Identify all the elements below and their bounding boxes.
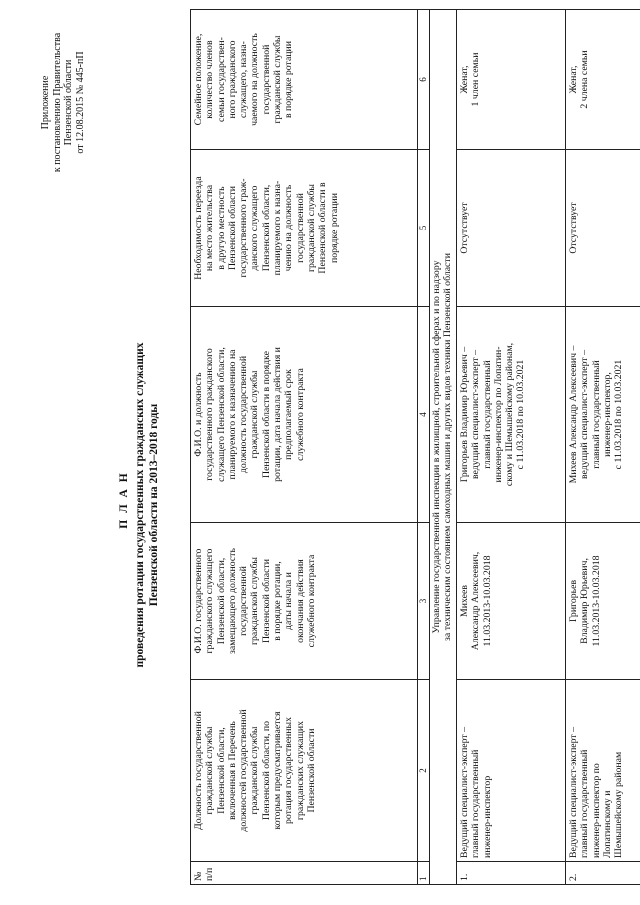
relocation-cell: Отсутствует (457, 150, 566, 307)
plan-subtitle-line: Пензенской области на 2013–2018 годы (147, 403, 160, 607)
plan-subtitle-line: проведения ротации государственных гражданских служащих (134, 342, 146, 668)
row-number: 1. (457, 862, 566, 885)
table-row (566, 10, 640, 885)
header-cell-planned-employee: Ф.И.О. и должность государственного гражданского служащего Пензенской области, планируемого к назначению на должность государственной гражданской службы Пензенской области в порядке ротации, дата начала действия и предполагаемый срок служебного контракта (191, 307, 418, 523)
column-number: 6 (418, 10, 430, 150)
position-cell: Ведущий специалист-эксперт – главный государственный инженер-инспектор по Лопатинскому и Шемышейскому районам (566, 680, 640, 862)
column-number: 1 (418, 862, 430, 885)
family-status-cell: Женат, 1 член семьи (457, 10, 566, 150)
table-header-row (191, 10, 418, 885)
column-number: 3 (418, 523, 430, 680)
relocation-cell: Отсутствует (566, 150, 640, 307)
appendix-header (40, 15, 86, 190)
appendix-date-line: от 12.08.2015 № 445-пП (74, 51, 86, 154)
planned-employee-cell: Григорьев Владимир Юрьевич – ведущий специалист-эксперт – главный государственный инженер-инспектор по Лопатин- скому и Шемышейскому районам, с 11.03.2018 по 10.03.2021 (457, 307, 566, 523)
rotation-plan-table (190, 9, 640, 885)
header-cell-relocation: Необходимость переезда на место жительства в другую местность Пензенской области государственного граж- данского служащего Пензенской области, планируемого к назна- чению на должность государственной гражданской службы Пензенской области в порядке ротации (191, 150, 418, 307)
header-cell-position: Должность государственной гражданской службы Пензенской области, включенная в Перечень должностей государственной гражданской службы Пензенской области, по которым предусматривается ротация государственных гражданских служащих Пензенской области (191, 680, 418, 862)
current-employee-cell: Михеев Александр Алексеевич, 11.03.2013-10.03.2018 (457, 523, 566, 680)
appendix-line: Приложение (40, 75, 51, 130)
family-status-cell: Женат, 2 члена семьи (566, 10, 640, 150)
position-cell: Ведущий специалист-эксперт – главный государственный инженер-инспектор (457, 680, 566, 862)
section-title: Управление государственной инспекции в жилищной, строительной сферах и по надзору за техническим состоянием самоходных машин и других видов техники Пензенской области (430, 10, 457, 885)
appendix-line: к постановлению Правительства (51, 32, 63, 173)
header-cell-family-status: Семейное положение, количество членов семьи государствен- ного гражданского служащего, назна- чаемого на должность государственной гражданской службы в порядке ротации (191, 10, 418, 150)
column-number: 2 (418, 680, 430, 862)
header-cell-current-employee: Ф.И.О. государственного гражданского служащего Пензенской области, замещающего должность государственной гражданской службы Пензенской области в порядке ротации, даты начала и окончания действия служебного контракта (191, 523, 418, 680)
appendix-line: Пензенской области (63, 59, 74, 146)
header-cell-number: № п/п (191, 862, 418, 885)
plan-title: П Л А Н (118, 471, 130, 529)
column-number-row (418, 10, 430, 885)
column-number: 5 (418, 150, 430, 307)
current-employee-cell: Григорьев Владимир Юрьевич, 11.03.2013-10.03.2018 (566, 523, 640, 680)
section-row (430, 10, 457, 885)
table-row (457, 10, 566, 885)
plan-subtitle (134, 225, 161, 785)
row-number: 2. (566, 862, 640, 885)
planned-employee-cell: Михеев Александр Алексеевич – ведущий специалист-эксперт – главный государственный инженер-инспектор, с 11.03.2018 по 10.03.2021 (566, 307, 640, 523)
column-number: 4 (418, 307, 430, 523)
